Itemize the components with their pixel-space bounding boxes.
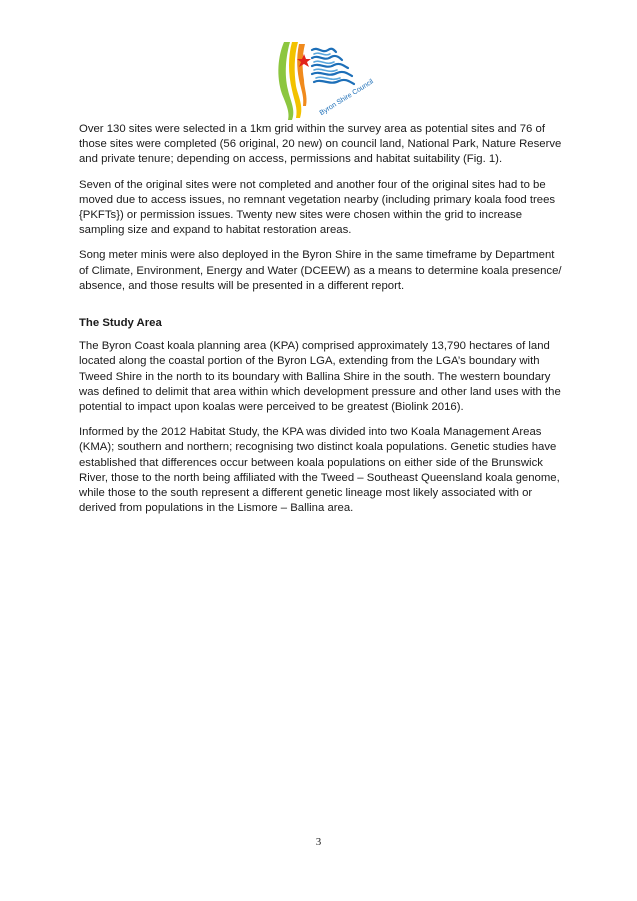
paragraph-song-meters: Song meter minis were also deployed in the Byron Shire in the same timeframe by Department of Climate, Environment, Energy and Water (DCEEW) as a means to determine koala presence/ absence, and those results will be presented in a different report. (79, 249, 562, 292)
document-body (79, 122, 565, 526)
paragraph-site-selection: Over 130 sites were selected in a 1km grid within the survey area as potential sites and 76 of those sites were completed (56 original, 20 new) on council land, National Park, Nature Reserve and private tenure; depending on access, permissions and habitat suitability (Fig. 1). (79, 123, 562, 166)
section-heading-study-area: The Study Area (79, 317, 162, 330)
paragraph-planning-area: The Byron Coast koala planning area (KPA) comprised approximately 13,790 hectares of land located along the coastal portion of the Byron LGA, extending from the LGA’s boundary with Tweed Shire in the north to its boundary with Ballina Shire in the south. The western boundary was defined to delimit that area within which development pressure and other land uses with the potential to impact upon koalas were perceived to be greatest (Biolink 2016). (79, 340, 561, 414)
council-logo-graphic (274, 36, 375, 122)
page-number: 3 (315, 836, 322, 848)
byron-shire-council-logo (274, 36, 375, 122)
paragraph-management-areas: Informed by the 2012 Habitat Study, the KPA was divided into two Koala Management Areas (KMA); southern and northern; recognising two distinct koala populations. Genetic studies have established that differences occur between koala populations on either side of the Brunswick River, those to the north being affiliated with the Tweed – Southeast Queensland koala genome, while those to the south represent a different genetic lineage most likely associated with or derived from populations in the Lismore – Ballina area. (79, 426, 560, 515)
paragraph-original-sites: Seven of the original sites were not completed and another four of the original sites had to be moved due to access issues, no remnant vegetation nearby (including primary koala food trees {PKFTs}) or permission issues. Twenty new sites were chosen within the grid to increase sampling size and expand to habitat restoration areas. (79, 178, 556, 237)
logo-wordmark: Byron Shire Council (318, 78, 375, 118)
